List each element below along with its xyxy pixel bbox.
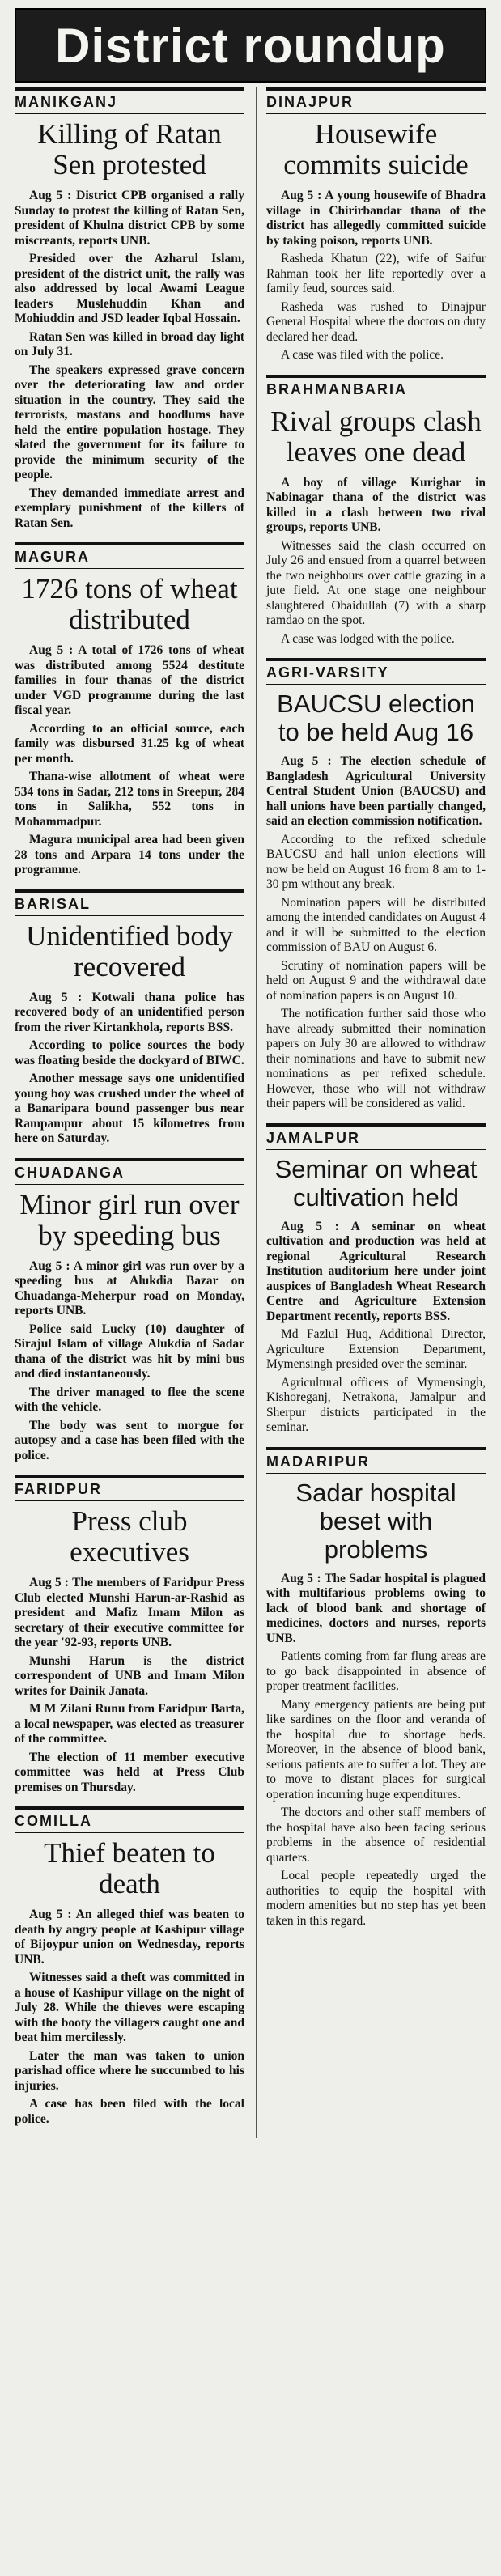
left-column: [15, 87, 244, 2138]
news-story: [266, 375, 486, 647]
story-headline: Minor girl run over by speeding bus: [19, 1188, 240, 1251]
story-paragraph: According to an official source, each family was disbursed 31.25 kg of wheat per month.: [15, 721, 244, 766]
story-paragraph: The speakers expressed grave concern over the deteriorating law and order situation in the country. They said the terrorists, mastans and hoodlums have held the entire population hostage. They slated the government for its failure to provide the minimum security of the people.: [15, 363, 244, 482]
story-dateline: BARISAL: [15, 889, 244, 916]
story-body: [15, 1908, 244, 2127]
story-dateline: AGRI-VARSITY: [266, 658, 486, 685]
story-paragraph: Rasheda was rushed to Dinajpur General Hospital where the doctors on duty declared her dead.: [266, 299, 486, 344]
story-paragraph: Aug 5 : Kotwali thana police has recovered body of an unidentified person from the river Kirtankhola, reports BSS.: [15, 990, 244, 1034]
story-headline: Unidentified body recovered: [26, 919, 233, 982]
story-body: [15, 1576, 244, 1795]
story-dateline: BRAHMANBARIA: [266, 375, 486, 401]
story-headline: Sadar hospital beset with problems: [295, 1478, 456, 1564]
story-paragraph: Another message says one unidentified young boy was crushed under the wheel of a Banaripara bound passenger bus near Rampampur about 15 kilometres from here on Saturday.: [15, 1072, 244, 1145]
story-body: [15, 643, 244, 878]
story-paragraph: Rasheda Khatun (22), wife of Saifur Rahman took her life reportedly over a family feud, sources said.: [266, 252, 486, 295]
story-dateline: JAMALPUR: [266, 1123, 486, 1150]
story-dateline: MANIKGANJ: [15, 87, 244, 114]
story-body: [15, 991, 244, 1147]
story-paragraph: M M Zilani Runu from Faridpur Barta, a local newspaper, was elected as treasurer of the committee.: [15, 1702, 244, 1746]
news-story: [266, 87, 486, 363]
story-dateline: MAGURA: [15, 542, 244, 569]
story-body: [266, 189, 486, 363]
story-body: [15, 1259, 244, 1464]
story-paragraph: The notification further said those who have already submitted their nomination papers on July 30 are allowed to withdraw their nominations and have to submit new nominations as per refixed schedule. However, those who will not withdraw their papers will be considered as valid.: [266, 1007, 486, 1110]
news-story: [266, 658, 486, 1112]
story-paragraph: Aug 5 : A young housewife of Bhadra village in Chirirbandar thana of the district has allegedly committed suicide by taking poison, reports UNB.: [266, 189, 486, 248]
story-paragraph: Scrutiny of nomination papers will be held on August 9 and the withdrawal date of nomination papers is on August 10.: [266, 958, 486, 1003]
story-paragraph: Munshi Harun is the district correspondent of UNB and Imam Milon writes for Dainik Janata.: [15, 1653, 244, 1698]
story-paragraph: The doctors and other staff members of the hospital have also been facing serious problems in the absence of residential quarters.: [266, 1806, 486, 1865]
story-headline: Killing of Ratan Sen protested: [37, 118, 222, 180]
story-paragraph: Aug 5 : The Sadar hospital is plagued with multifarious problems owing to lack of blood bank and shortage of medicines, doctors and nurses, reports UNB.: [266, 1571, 486, 1645]
story-paragraph: Aug 5 : An alleged thief was beaten to death by angry people at Kashipur village of Bijoypur union on Wednesday, reports UNB.: [15, 1908, 244, 1967]
story-paragraph: Magura municipal area had been given 28 tons and Arpara 14 tons under the programme.: [15, 833, 244, 876]
story-paragraph: Witnesses said the clash occurred on July 26 and ensued from a quarrel between the two neighbours over cattle grazing in a jute field. At one stage one neighbour slaughtered Obaidullah (7) with a sharp ramdao on the spot.: [266, 538, 486, 627]
news-story: [15, 889, 244, 1147]
story-paragraph: Aug 5 : A minor girl was run over by a speeding bus at Alukdia Bazar on Chuadanga-Meherpur road on Monday, reports UNB.: [15, 1258, 244, 1318]
story-headline: Press club executives: [70, 1505, 189, 1568]
story-headline: Rival groups clash leaves one dead: [270, 405, 482, 468]
story-dateline: FARIDPUR: [15, 1475, 244, 1501]
story-paragraph: According to police sources the body was floating beside the dockyard of BIWC.: [15, 1038, 244, 1067]
story-paragraph: Patients coming from far flung areas are to go back disappointed in absence of proper treatment facilities.: [266, 1649, 486, 1693]
story-body: [266, 1572, 486, 1929]
story-paragraph: Aug 5 : The election schedule of Bangladesh Agricultural University Central Student Union (BAUCSU) and hall unions have been partially changed, said an election commission notification.: [266, 754, 486, 828]
story-paragraph: Nomination papers will be distributed among the intended candidates on August 4 and it will be submitted to the election commission of BAU on August 6.: [266, 895, 486, 954]
story-paragraph: Ratan Sen was killed in broad day light on July 31.: [15, 329, 244, 359]
story-headline: BAUCSU election to be held Aug 16: [277, 690, 475, 746]
story-paragraph: Aug 5 : A total of 1726 tons of wheat was distributed among 5524 destitute families in four thanas of the district under VGD programme during the last fiscal year.: [15, 643, 244, 717]
story-paragraph: Many emergency patients are being put like sardines on the floor and veranda of the hospital due to shortage beds. Moreover, in the absence of blood bank, serious patients are to suffer a lot. They are to move to distant places for surgical operation incurring huge expenditures.: [266, 1697, 486, 1802]
story-dateline: COMILLA: [15, 1806, 244, 1833]
story-paragraph: Witnesses said a theft was committed in a house of Kashipur village on the night of July 28. While the thieves were escaping with the booty the villagers caught one and beat him mercilessly.: [15, 1971, 244, 2044]
news-story: [15, 1475, 244, 1795]
story-paragraph: Local people repeatedly urged the authorities to equip the hospital with modern amenities but no step has yet been taken in this regard.: [266, 1869, 486, 1928]
story-headline: Thief beaten to death: [44, 1837, 215, 1899]
story-body: [266, 1220, 486, 1436]
story-paragraph: Police said Lucky (10) daughter of Sirajul Islam of village Alukdia of Sadar thana of the district was hit by mini bus and died instantaneously.: [15, 1322, 244, 1381]
story-headline: 1726 tons of wheat distributed: [21, 573, 238, 635]
story-body: [266, 754, 486, 1112]
story-dateline: MADARIPUR: [266, 1447, 486, 1474]
columns: [15, 87, 486, 2138]
right-column: [256, 87, 486, 2138]
story-paragraph: According to the refixed schedule BAUCSU and hall union elections will now be held on August 16 from 8 am to 1-30 pm without any break.: [266, 832, 486, 891]
story-body: [15, 189, 244, 531]
story-headline: Seminar on wheat cultivation held: [274, 1154, 478, 1212]
news-story: [15, 87, 244, 531]
story-paragraph: Aug 5 : A seminar on wheat cultivation and production was held at regional Agricultural Research Institution auditorium here under joint auspices of Bangladesh Wheat Research Centre and Agriculture Extension Department recently, reports BSS.: [266, 1219, 486, 1323]
story-paragraph: A case was lodged with the police.: [281, 631, 455, 646]
story-body: [266, 476, 486, 647]
news-story: [15, 1806, 244, 2127]
newspaper-page: [0, 8, 501, 2576]
story-paragraph: The driver managed to flee the scene with the vehicle.: [15, 1385, 244, 1414]
story-paragraph: Aug 5 : The members of Faridpur Press Club elected Munshi Harun-ar-Rashid as president and Mafiz Imam Milon as secretary of their executive committee for the year '92-93, reports UNB.: [15, 1576, 244, 1649]
news-story: [266, 1447, 486, 1929]
story-paragraph: Presided over the Azharul Islam, president of the district unit, the rally was also addressed by local Awami League leaders Muslehuddin Khan and Mohiuddin and JSD leader Iqbal Hossain.: [15, 252, 244, 325]
news-story: [15, 1158, 244, 1464]
story-paragraph: A boy of village Kurighar in Nabinagar thana of the district was killed in a clash between two rival groups, reports UNB.: [266, 475, 486, 534]
story-paragraph: A case has been filed with the local police.: [15, 2097, 244, 2126]
story-paragraph: Md Fazlul Huq, Additional Director, Agriculture Extension Department, Mymensingh presided over the seminar.: [266, 1327, 486, 1371]
section-banner: District roundup: [15, 8, 486, 83]
news-story: [15, 542, 244, 878]
story-paragraph: Agricultural officers of Mymensingh, Kishoreganj, Netrakona, Jamalpur and Sherpur districts participated in the seminar.: [266, 1375, 486, 1434]
news-story: [266, 1123, 486, 1436]
story-paragraph: Later the man was taken to union parishad office where he succumbed to his injuries.: [15, 2048, 244, 2093]
story-paragraph: The election of 11 member executive committee was held at Press Club premises on Thursday.: [15, 1750, 244, 1794]
story-paragraph: The body was sent to morgue for autopsy and a case has been filed with the police.: [15, 1418, 244, 1462]
story-paragraph: Thana-wise allotment of wheat were 534 tons in Sadar, 212 tons in Sreepur, 284 tons in Salikha, 552 tons in Mohammadpur.: [15, 770, 244, 829]
story-dateline: DINAJPUR: [266, 87, 486, 114]
story-paragraph: They demanded immediate arrest and exemplary punishment of the killers of Ratan Sen.: [15, 486, 244, 530]
story-dateline: CHUADANGA: [15, 1158, 244, 1185]
story-paragraph: A case was filed with the police.: [281, 348, 444, 362]
story-headline: Housewife commits suicide: [283, 118, 469, 180]
story-paragraph: Aug 5 : District CPB organised a rally Sunday to protest the killing of Ratan Sen, president of Khulna district CPB by some miscreants, reports UNB.: [15, 189, 244, 248]
